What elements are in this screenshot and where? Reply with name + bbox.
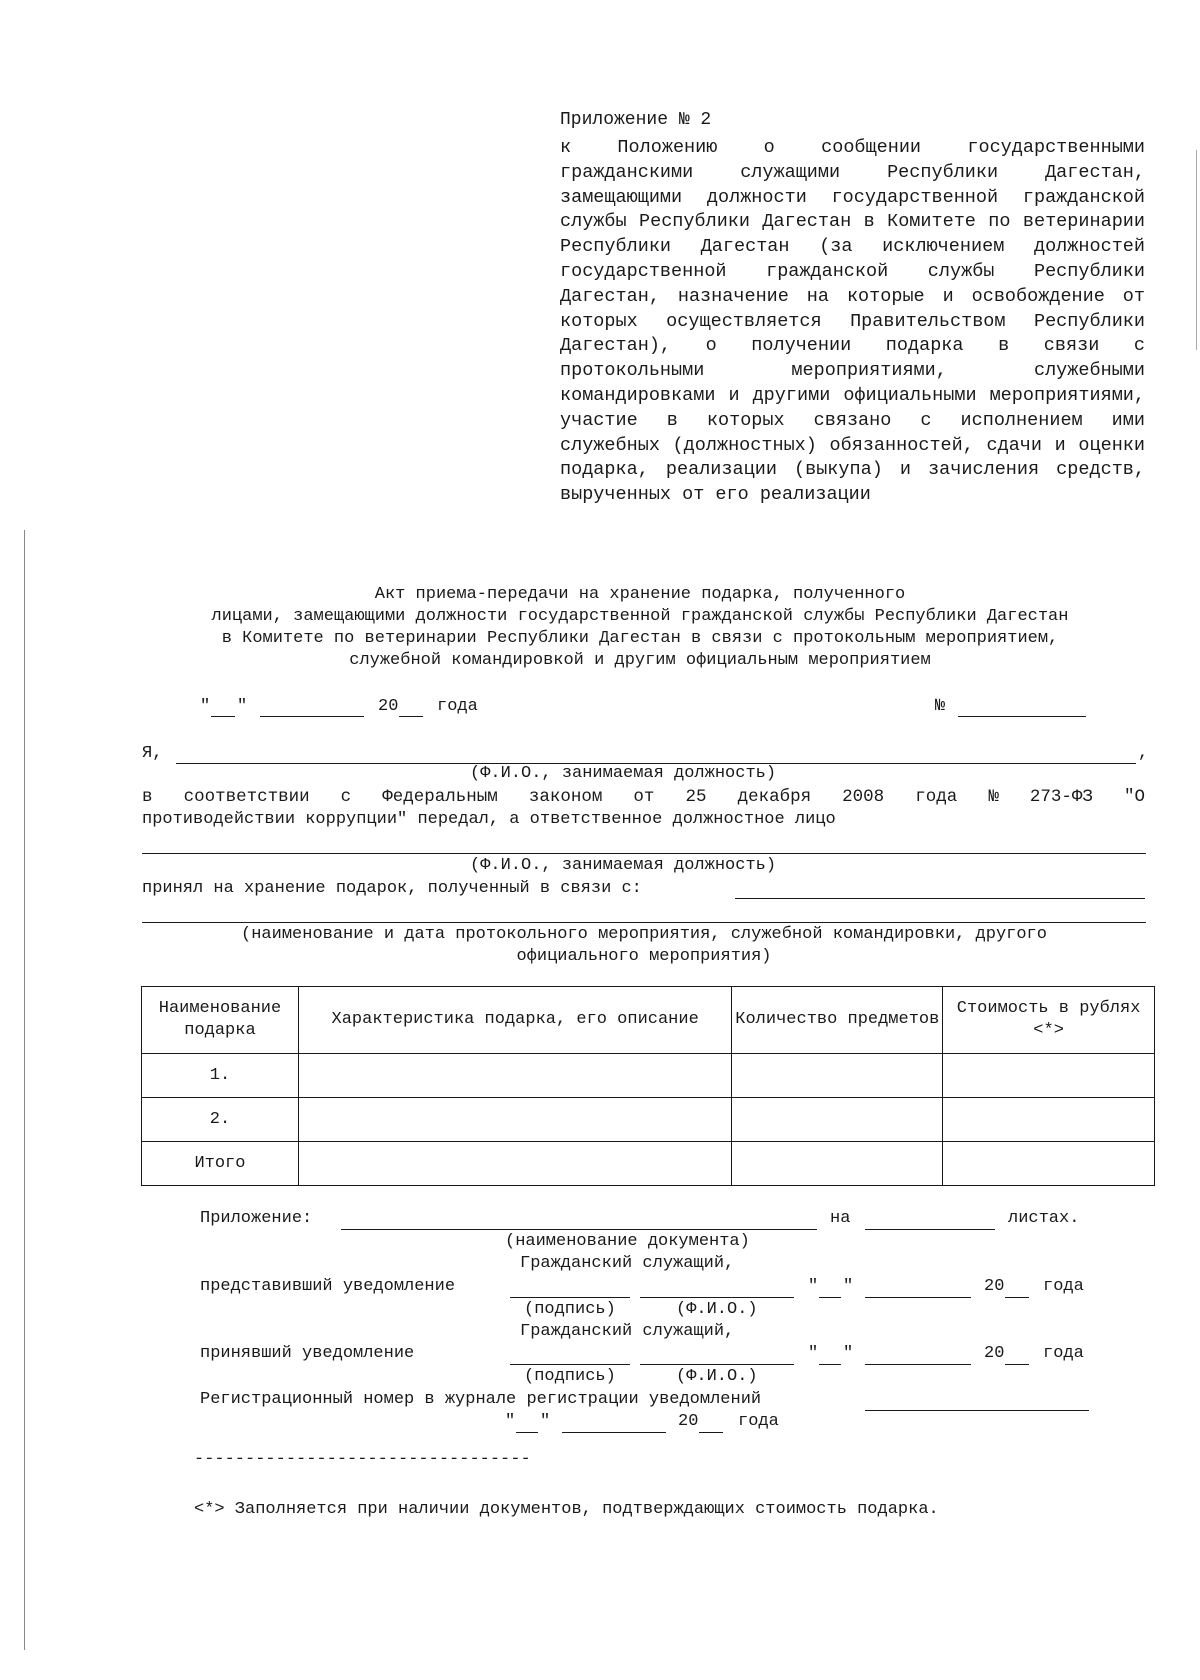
civil-servant-2: Гражданский служащий,	[520, 1322, 735, 1341]
day-field[interactable]	[211, 716, 235, 717]
table-header-row	[142, 987, 1155, 1054]
act-title-line-1: Акт приема-передачи на хранение подарка, полученного	[374, 585, 906, 604]
sheets-count-field[interactable]	[865, 1229, 995, 1230]
accept-quote-open: "	[808, 1344, 819, 1363]
attachment-doc-field[interactable]	[341, 1229, 817, 1230]
receiver-field[interactable]	[142, 853, 1146, 854]
submit-fio-caption: (Ф.И.О.)	[676, 1300, 758, 1319]
header-gift-name: Наименование подарка	[142, 987, 299, 1054]
registration-label: Регистрационный номер в журнале регистрации уведомлений	[200, 1390, 762, 1409]
accepted-notice-label: принявший уведомление	[200, 1344, 415, 1363]
submit-year-prefix: 20	[984, 1277, 1005, 1296]
gifts-table	[141, 986, 1155, 1186]
submit-quote-close: "	[843, 1277, 854, 1296]
attachments-sheets: листах.	[1008, 1209, 1080, 1228]
attachments-on: на	[830, 1209, 851, 1228]
civil-servant-1: Гражданский служащий,	[520, 1254, 735, 1273]
law-line-1: в соответствии с Федеральным законом от 25 декабря 2008 года № 273-ФЗ "О	[142, 787, 1145, 807]
receiver-signature-field[interactable]	[510, 1364, 630, 1365]
submit-day-field[interactable]	[819, 1297, 841, 1298]
appendix-body: к Положению о сообщении государственными гражданскими служащими Республики Дагестан, замещающими должности государственной гражданской службы Республики Дагестан в Комитете по ветеринарии Республики Дагестан (за исключением должностей государственной гражданской службы Республики Дагестан, назначение на которые и освобождение от которых осуществляется Правительством Республики Дагестан), о получении подарка в связи с протокольными мероприятиями, служебными командировками и другими официальными мероприятиями, участие в которых связано с исполнением ими служебных (должностных) обязанностей, сдачи и оценки подарка, реализации (выкупа) и зачисления средств, вырученных от его реализации	[560, 137, 1145, 506]
submitter-fio-field[interactable]	[640, 1297, 794, 1298]
accepted-label: принял на хранение подарок, полученный в связи с:	[142, 879, 642, 898]
receiver-fio-field[interactable]	[640, 1364, 794, 1365]
year-suffix: года	[437, 697, 478, 716]
total-quantity[interactable]	[732, 1142, 943, 1186]
reg-quote-open: "	[505, 1412, 516, 1431]
date-quote-close: "	[237, 697, 248, 716]
event-caption-2: официального мероприятия)	[516, 947, 772, 966]
accept-year-prefix: 20	[984, 1344, 1005, 1363]
submit-month-field[interactable]	[865, 1297, 971, 1298]
table-row	[142, 1054, 1155, 1098]
row-1-quantity[interactable]	[732, 1054, 943, 1098]
reg-day-field[interactable]	[516, 1432, 538, 1433]
year-field[interactable]	[399, 716, 423, 717]
submitted-label: представивший уведомление	[200, 1277, 456, 1296]
total-label: Итого	[142, 1142, 299, 1186]
scan-edge-right	[1196, 150, 1197, 350]
total-cost[interactable]	[943, 1142, 1155, 1186]
header-quantity: Количество предметов	[732, 987, 943, 1054]
act-title-line-2: лицами, замещающими должности государственной гражданской службы Республики Дагестан	[211, 607, 1069, 626]
act-title-line-3: в Комитете по ветеринарии Республики Дагестан в связи с протокольным мероприятием,	[221, 629, 1059, 648]
reg-year-prefix: 20	[678, 1412, 699, 1431]
row-2-quantity[interactable]	[732, 1098, 943, 1142]
submit-quote-open: "	[808, 1277, 819, 1296]
row-2-description[interactable]	[298, 1098, 731, 1142]
table-row-total	[142, 1142, 1155, 1186]
accept-month-field[interactable]	[865, 1364, 971, 1365]
footnote-text: <*> Заполняется при наличии документов, подтверждающих стоимость подарка.	[194, 1500, 939, 1519]
event-field[interactable]	[735, 898, 1145, 899]
month-field[interactable]	[260, 716, 364, 717]
ya-label: Я,	[142, 744, 163, 763]
reg-quote-close: "	[540, 1412, 551, 1431]
total-description[interactable]	[298, 1142, 731, 1186]
year-prefix: 20	[378, 697, 399, 716]
accept-fio-caption: (Ф.И.О.)	[676, 1367, 758, 1386]
footnote-rule: ---------------------------------	[194, 1450, 531, 1469]
number-sign: №	[935, 697, 946, 716]
table-row	[142, 1098, 1155, 1142]
registration-number-field[interactable]	[865, 1410, 1089, 1411]
event-caption-1: (наименование и дата протокольного мероприятия, служебной командировки, другого	[241, 925, 1047, 944]
submit-year-field[interactable]	[1005, 1297, 1029, 1298]
row-1-cost[interactable]	[943, 1054, 1155, 1098]
fio-caption-2: (Ф.И.О., занимаемая должность)	[470, 856, 777, 875]
submit-year-suffix: года	[1043, 1277, 1084, 1296]
header-cost: Стоимость в рублях <*>	[943, 987, 1155, 1054]
row-2-name: 2.	[142, 1098, 299, 1142]
attachment-doc-caption: (наименование документа)	[505, 1232, 750, 1251]
ya-comma: ,	[1138, 744, 1149, 763]
accept-sign-caption: (подпись)	[524, 1367, 616, 1386]
reg-year-field[interactable]	[699, 1432, 723, 1433]
reg-month-field[interactable]	[562, 1432, 666, 1433]
accept-year-suffix: года	[1043, 1344, 1084, 1363]
attachments-label: Приложение:	[200, 1209, 313, 1228]
row-1-description[interactable]	[298, 1054, 731, 1098]
row-2-cost[interactable]	[943, 1098, 1155, 1142]
reg-year-suffix: года	[738, 1412, 779, 1431]
act-title	[120, 584, 1160, 672]
accept-day-field[interactable]	[819, 1364, 841, 1365]
event-field-2[interactable]	[142, 922, 1146, 923]
appendix-title: Приложение № 2	[560, 110, 712, 130]
submit-sign-caption: (подпись)	[524, 1300, 616, 1319]
law-line-2: противодействии коррупции" передал, а ответственное должностное лицо	[142, 810, 836, 829]
fio-caption: (Ф.И.О., занимаемая должность)	[470, 764, 777, 783]
scan-edge-left	[24, 530, 25, 1650]
accept-quote-close: "	[843, 1344, 854, 1363]
act-title-line-4: служебной командировкой и другим официальным мероприятием	[349, 651, 931, 670]
submitter-signature-field[interactable]	[510, 1297, 630, 1298]
header-gift-description: Характеристика подарка, его описание	[298, 987, 731, 1054]
accept-year-field[interactable]	[1005, 1364, 1029, 1365]
date-quote-open: "	[200, 697, 211, 716]
row-1-name: 1.	[142, 1054, 299, 1098]
act-number-field[interactable]	[958, 716, 1086, 717]
